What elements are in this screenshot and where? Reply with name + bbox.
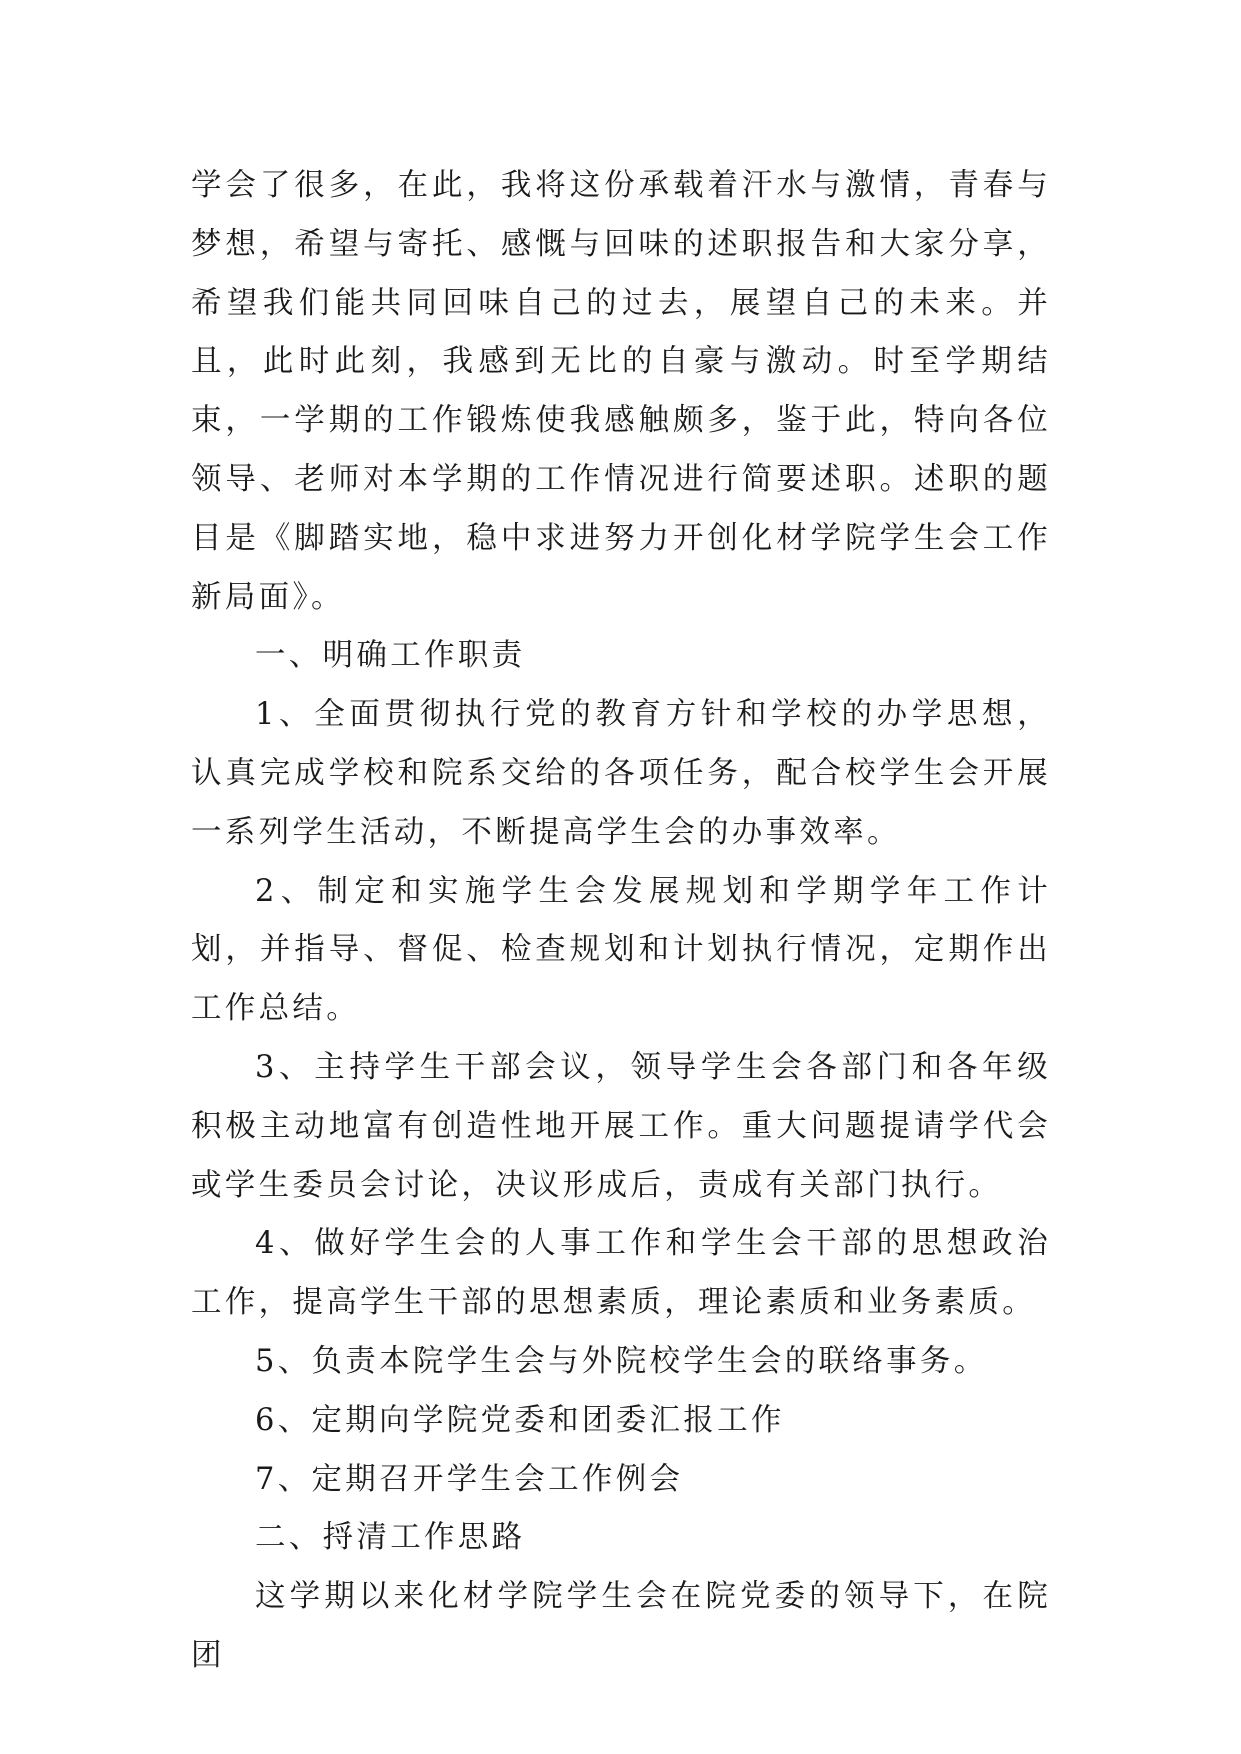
section-heading-1: 一、明确工作职责 bbox=[255, 638, 526, 674]
list-item-1: 1、全面贯彻执行党的教育方针和学校的办学思想，认真完成学校和院系交给的各项任务，配合校学生会开展一系列学生活动，不断提高学生会的办事效率。 bbox=[191, 697, 1051, 850]
list-item-3: 3、主持学生干部会议，领导学生会各部门和各年级积极主动地富有创造性地开展工作。重大问题提请学代会或学生委员会讨论，决议形成后，责成有关部门执行。 bbox=[191, 1049, 1051, 1203]
list-item-6: 6、定期向学院党委和团委汇报工作 bbox=[255, 1402, 785, 1438]
paragraph-closing: 这学期以来化材学院学生会在院党委的领导下，在院团 bbox=[191, 1579, 1051, 1673]
section-heading-2: 二、捋清工作思路 bbox=[255, 1520, 526, 1556]
list-item-5: 5、负责本院学生会与外院校学生会的联络事务。 bbox=[255, 1343, 988, 1379]
list-item-2: 2、制定和实施学生会发展规划和学期学年工作计划，并指导、督促、检查规划和计划执行情况，定期作出工作总结。 bbox=[191, 873, 1051, 1027]
paragraph-intro: 学会了很多，在此，我将这份承载着汗水与激情，青春与梦想，希望与寄托、感慨与回味的述职报告和大家分享，希望我们能共同回味自己的过去，展望自己的未来。并且，此时此刻，我感到无比的自豪与激动。时至学期结束，一学期的工作锻炼使我感触颇多，鉴于此，特向各位领导、老师对本学期的工作情况进行简要述职。述职的题目是《脚踏实地，稳中求进努力开创化材学院学生会工作新局面》。 bbox=[191, 168, 1051, 615]
list-item-7: 7、定期召开学生会工作例会 bbox=[255, 1461, 684, 1497]
document-body bbox=[191, 157, 1051, 1686]
list-item-4: 4、做好学生会的人事工作和学生会干部的思想政治工作，提高学生干部的思想素质，理论素质和业务素质。 bbox=[191, 1226, 1051, 1321]
